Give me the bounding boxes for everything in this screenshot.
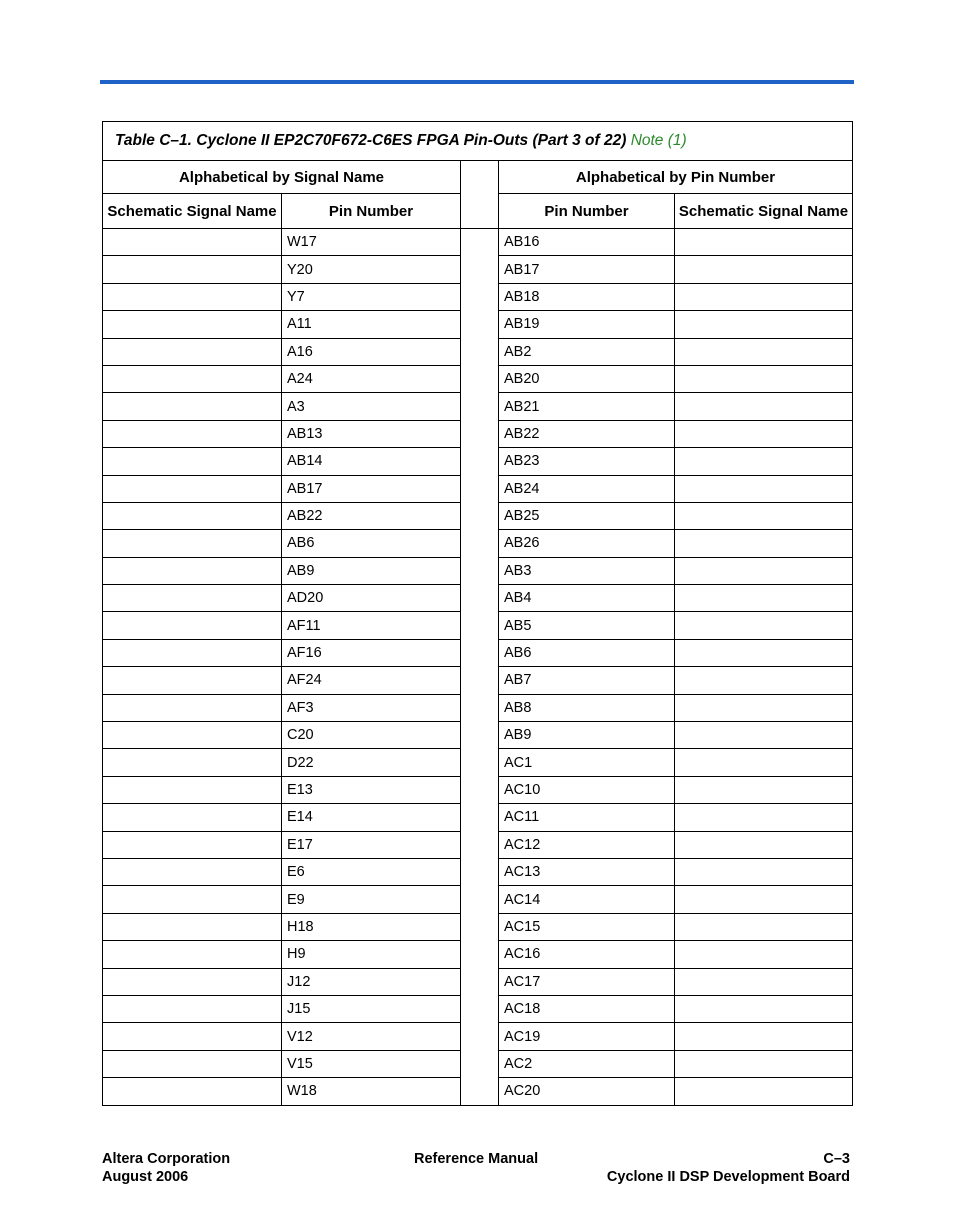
table-row (103, 448, 853, 475)
cell-signal-right (675, 557, 853, 584)
cell-pin-left: E13 (282, 776, 461, 803)
footer-left (102, 1150, 230, 1186)
cell-pin-right: AB7 (499, 667, 675, 694)
cell-signal-right (675, 941, 853, 968)
footer-board-name: Cyclone II DSP Development Board (606, 1169, 850, 1185)
footer-company: Altera Corporation (102, 1151, 231, 1167)
group-header-signal: Alphabetical by Signal Name (103, 161, 461, 194)
footer-right (607, 1150, 850, 1186)
cell-signal-left (103, 502, 282, 529)
cell-signal-right (675, 667, 853, 694)
cell-signal-right (675, 229, 853, 256)
cell-spacer (461, 502, 499, 529)
cell-signal-left (103, 338, 282, 365)
cell-spacer (461, 886, 499, 913)
cell-pin-right: AB3 (499, 557, 675, 584)
cell-pin-left: AF16 (282, 639, 461, 666)
cell-spacer (461, 393, 499, 420)
table-row (103, 831, 853, 858)
cell-spacer (461, 557, 499, 584)
table-row (103, 283, 853, 310)
cell-pin-right: AB2 (499, 338, 675, 365)
cell-pin-left: Y7 (282, 283, 461, 310)
cell-signal-right (675, 858, 853, 885)
cell-pin-left: A24 (282, 365, 461, 392)
cell-pin-left: C20 (282, 722, 461, 749)
cell-spacer (461, 475, 499, 502)
cell-signal-left (103, 448, 282, 475)
table-row (103, 530, 853, 557)
cell-signal-right (675, 776, 853, 803)
table-caption (103, 122, 853, 161)
cell-signal-right (675, 1023, 853, 1050)
footer-page-number: C–3 (823, 1151, 850, 1167)
cell-pin-left: V15 (282, 1050, 461, 1077)
table-row (103, 1078, 853, 1105)
cell-pin-right: AB8 (499, 694, 675, 721)
cell-signal-right (675, 585, 853, 612)
table-row (103, 776, 853, 803)
table-row (103, 557, 853, 584)
footer-manual-title: Reference Manual (414, 1151, 539, 1167)
cell-pin-left: W18 (282, 1078, 461, 1105)
cell-spacer (461, 968, 499, 995)
cell-signal-left (103, 749, 282, 776)
cell-signal-left (103, 475, 282, 502)
col-header-pin-left: Pin Number (282, 194, 461, 229)
cell-signal-right (675, 256, 853, 283)
cell-signal-left (103, 283, 282, 310)
cell-signal-right (675, 749, 853, 776)
cell-signal-right (675, 913, 853, 940)
cell-signal-right (675, 338, 853, 365)
cell-signal-left (103, 557, 282, 584)
table-row (103, 256, 853, 283)
cell-pin-left: A16 (282, 338, 461, 365)
col-header-signal-left: Schematic Signal Name (103, 194, 282, 229)
cell-pin-left: AF3 (282, 694, 461, 721)
cell-signal-left (103, 365, 282, 392)
cell-signal-right (675, 804, 853, 831)
table-row (103, 804, 853, 831)
cell-signal-left (103, 612, 282, 639)
table-row (103, 886, 853, 913)
cell-pin-left: A11 (282, 311, 461, 338)
table-row (103, 420, 853, 447)
cell-pin-right: AC1 (499, 749, 675, 776)
cell-signal-right (675, 283, 853, 310)
cell-pin-left: AF11 (282, 612, 461, 639)
cell-signal-right (675, 420, 853, 447)
cell-pin-left: E17 (282, 831, 461, 858)
table-row (103, 913, 853, 940)
table-row (103, 722, 853, 749)
cell-signal-left (103, 530, 282, 557)
table-row (103, 393, 853, 420)
cell-spacer (461, 612, 499, 639)
table-row (103, 475, 853, 502)
cell-pin-left: V12 (282, 1023, 461, 1050)
cell-pin-left: W17 (282, 229, 461, 256)
cell-signal-right (675, 475, 853, 502)
cell-signal-right (675, 831, 853, 858)
cell-pin-left: J15 (282, 995, 461, 1022)
cell-signal-left (103, 1050, 282, 1077)
cell-spacer (461, 941, 499, 968)
cell-signal-right (675, 722, 853, 749)
cell-signal-left (103, 639, 282, 666)
pin-out-table (102, 121, 853, 1106)
cell-pin-right: AC13 (499, 858, 675, 885)
cell-pin-right: AB24 (499, 475, 675, 502)
cell-spacer (461, 283, 499, 310)
cell-signal-left (103, 667, 282, 694)
cell-spacer (461, 995, 499, 1022)
cell-pin-right: AB6 (499, 639, 675, 666)
cell-pin-right: AC10 (499, 776, 675, 803)
table-row (103, 1050, 853, 1077)
cell-signal-right (675, 612, 853, 639)
cell-spacer (461, 913, 499, 940)
cell-pin-left: A3 (282, 393, 461, 420)
cell-signal-right (675, 1050, 853, 1077)
cell-pin-left: J12 (282, 968, 461, 995)
cell-signal-right (675, 968, 853, 995)
cell-pin-right: AC20 (499, 1078, 675, 1105)
cell-pin-right: AB25 (499, 502, 675, 529)
cell-signal-left (103, 311, 282, 338)
cell-signal-left (103, 229, 282, 256)
cell-signal-left (103, 831, 282, 858)
cell-pin-left: H9 (282, 941, 461, 968)
cell-pin-left: AB13 (282, 420, 461, 447)
cell-pin-right: AB22 (499, 420, 675, 447)
cell-pin-right: AB16 (499, 229, 675, 256)
cell-pin-right: AC16 (499, 941, 675, 968)
cell-pin-left: AB6 (282, 530, 461, 557)
cell-pin-right: AB4 (499, 585, 675, 612)
cell-spacer (461, 448, 499, 475)
col-header-signal-right: Schematic Signal Name (675, 194, 853, 229)
table-row (103, 749, 853, 776)
cell-spacer (461, 1023, 499, 1050)
cell-signal-left (103, 968, 282, 995)
cell-signal-right (675, 365, 853, 392)
cell-signal-right (675, 995, 853, 1022)
table-caption-text: Table C–1. Cyclone II EP2C70F672-C6ES FPGA Pin-Outs (Part 3 of 22) (115, 132, 627, 149)
cell-pin-left: AB9 (282, 557, 461, 584)
cell-pin-left: D22 (282, 749, 461, 776)
cell-pin-right: AC17 (499, 968, 675, 995)
cell-signal-right (675, 502, 853, 529)
table-row (103, 667, 853, 694)
cell-pin-left: AD20 (282, 585, 461, 612)
cell-signal-right (675, 448, 853, 475)
cell-signal-right (675, 886, 853, 913)
cell-signal-right (675, 694, 853, 721)
cell-pin-right: AB19 (499, 311, 675, 338)
cell-spacer (461, 804, 499, 831)
cell-pin-right: AB18 (499, 283, 675, 310)
cell-spacer (461, 667, 499, 694)
cell-spacer (461, 256, 499, 283)
col-header-pin-right: Pin Number (499, 194, 675, 229)
footer-center (414, 1150, 538, 1168)
footer-date: August 2006 (102, 1169, 189, 1185)
table-caption-note[interactable]: Note (1) (630, 132, 687, 149)
cell-spacer (461, 338, 499, 365)
cell-signal-left (103, 585, 282, 612)
column-spacer-header (461, 161, 499, 229)
cell-pin-right: AC18 (499, 995, 675, 1022)
cell-pin-right: AC14 (499, 886, 675, 913)
cell-spacer (461, 722, 499, 749)
cell-signal-left (103, 1023, 282, 1050)
cell-spacer (461, 831, 499, 858)
cell-pin-right: AB9 (499, 722, 675, 749)
cell-signal-left (103, 694, 282, 721)
table-row (103, 612, 853, 639)
cell-signal-left (103, 1078, 282, 1105)
cell-spacer (461, 1050, 499, 1077)
table-row (103, 338, 853, 365)
cell-pin-right: AC11 (499, 804, 675, 831)
table-row (103, 995, 853, 1022)
table-row (103, 311, 853, 338)
cell-signal-left (103, 420, 282, 447)
cell-signal-left (103, 913, 282, 940)
cell-pin-right: AB23 (499, 448, 675, 475)
cell-pin-right: AB17 (499, 256, 675, 283)
table-row (103, 1023, 853, 1050)
table-row (103, 585, 853, 612)
cell-pin-right: AB5 (499, 612, 675, 639)
table-row (103, 229, 853, 256)
cell-pin-left: Y20 (282, 256, 461, 283)
cell-pin-left: E6 (282, 858, 461, 885)
cell-spacer (461, 639, 499, 666)
cell-pin-right: AB20 (499, 365, 675, 392)
cell-signal-right (675, 639, 853, 666)
table-row (103, 694, 853, 721)
cell-signal-left (103, 776, 282, 803)
cell-pin-right: AC12 (499, 831, 675, 858)
cell-signal-left (103, 256, 282, 283)
table-row (103, 502, 853, 529)
cell-pin-left: H18 (282, 913, 461, 940)
cell-signal-right (675, 530, 853, 557)
cell-spacer (461, 365, 499, 392)
table-row (103, 365, 853, 392)
cell-signal-right (675, 393, 853, 420)
table-row (103, 639, 853, 666)
cell-pin-left: AB14 (282, 448, 461, 475)
cell-signal-left (103, 804, 282, 831)
table-row (103, 858, 853, 885)
cell-pin-right: AB21 (499, 393, 675, 420)
cell-pin-left: E14 (282, 804, 461, 831)
header-rule (100, 80, 854, 84)
cell-spacer (461, 585, 499, 612)
cell-signal-left (103, 393, 282, 420)
cell-signal-left (103, 886, 282, 913)
table-row (103, 968, 853, 995)
cell-pin-right: AC15 (499, 913, 675, 940)
cell-signal-left (103, 941, 282, 968)
group-header-pin: Alphabetical by Pin Number (499, 161, 853, 194)
cell-pin-right: AC19 (499, 1023, 675, 1050)
cell-pin-right: AC2 (499, 1050, 675, 1077)
cell-pin-left: AB22 (282, 502, 461, 529)
cell-signal-left (103, 722, 282, 749)
cell-spacer (461, 749, 499, 776)
cell-signal-right (675, 311, 853, 338)
table-row (103, 941, 853, 968)
cell-signal-left (103, 995, 282, 1022)
cell-pin-left: AF24 (282, 667, 461, 694)
cell-spacer (461, 311, 499, 338)
cell-pin-left: E9 (282, 886, 461, 913)
cell-spacer (461, 776, 499, 803)
cell-spacer (461, 694, 499, 721)
cell-signal-left (103, 858, 282, 885)
cell-pin-left: AB17 (282, 475, 461, 502)
cell-spacer (461, 1078, 499, 1105)
cell-spacer (461, 530, 499, 557)
cell-spacer (461, 229, 499, 256)
cell-signal-right (675, 1078, 853, 1105)
cell-spacer (461, 420, 499, 447)
cell-spacer (461, 858, 499, 885)
cell-pin-right: AB26 (499, 530, 675, 557)
